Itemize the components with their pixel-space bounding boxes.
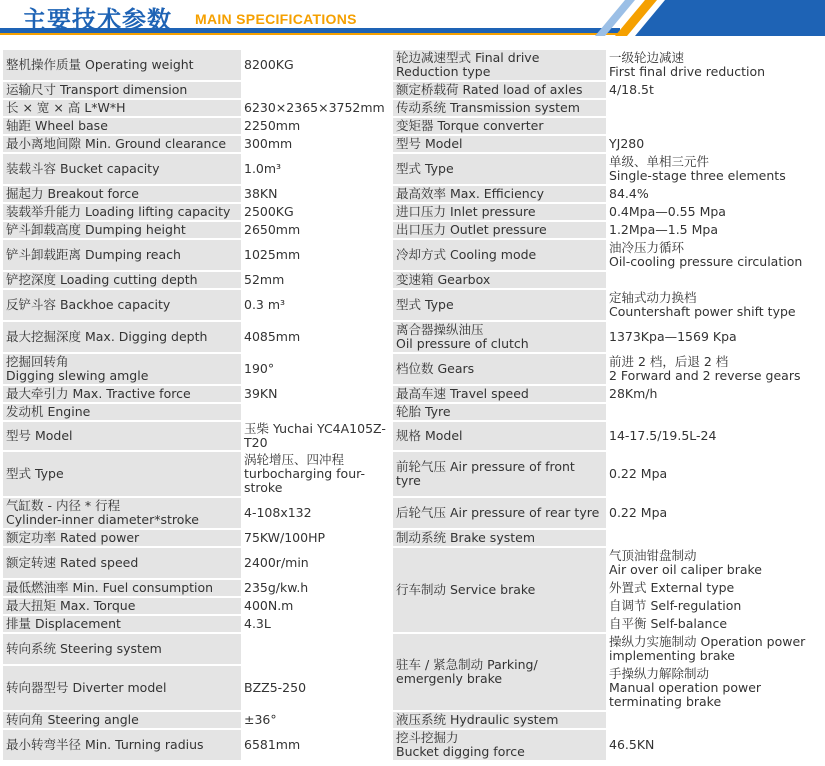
spec-label <box>3 530 241 546</box>
cell-text: 铲斗卸载高度 Dumping height <box>6 222 186 237</box>
spec-value <box>241 50 393 80</box>
spec-value <box>606 386 821 402</box>
cell-text: 气顶油钳盘制动 <box>609 548 697 563</box>
spec-value <box>241 616 393 632</box>
cell-text: 轮边减速型式 Final drive <box>396 50 540 65</box>
spec-value <box>241 100 393 116</box>
spec-value <box>606 730 821 760</box>
cell-text: 转向器型号 Diverter model <box>6 680 167 695</box>
spec-value <box>241 712 393 728</box>
cell-text: 前轮气压 Air pressure of front tyre <box>396 459 575 488</box>
spec-label <box>3 580 241 596</box>
cell-text: 档位数 Gears <box>396 361 475 376</box>
cell-text: 驻车 / 紧急制动 Parking/ <box>396 657 538 672</box>
spec-value <box>606 616 821 632</box>
cell-text: 型式 Type <box>396 161 454 176</box>
cell-text: 最小转弯半径 Min. Turning radius <box>6 737 204 752</box>
spec-label <box>3 730 241 760</box>
spec-label <box>3 666 241 710</box>
spec-row <box>3 712 821 728</box>
cell-text: 最高效率 Max. Efficiency <box>396 186 544 201</box>
cell-text: 制动系统 Brake system <box>396 530 535 545</box>
spec-value <box>606 82 821 98</box>
spec-label <box>3 186 241 202</box>
spec-label <box>3 498 241 528</box>
spec-label <box>393 290 606 320</box>
header-banner <box>0 0 825 36</box>
spec-value <box>241 240 393 270</box>
spec-value <box>606 100 821 116</box>
cell-text: 装载举升能力 Loading lifting capacity <box>6 204 231 219</box>
cell-text: 转向系统 Steering system <box>6 641 162 656</box>
cell-text: 14-17.5/19.5L-24 <box>609 428 717 443</box>
cell-text: 最小离地间隙 Min. Ground clearance <box>6 136 227 151</box>
cell-text: 2 Forward and 2 reverse gears <box>609 368 801 383</box>
spec-value <box>606 290 821 320</box>
cell-text: 型式 Type <box>6 466 64 481</box>
spec-label <box>393 82 606 98</box>
spec-label <box>3 118 241 134</box>
spec-label <box>3 322 241 352</box>
spec-value <box>241 354 393 384</box>
spec-label <box>393 322 606 352</box>
spec-label <box>393 272 606 288</box>
cell-text: ±36° <box>244 712 277 727</box>
cell-text: 最高车速 Travel speed <box>396 386 529 401</box>
cell-text: 进口压力 Inlet pressure <box>396 204 536 219</box>
cell-text: 转向角 Steering angle <box>6 712 139 727</box>
cell-text: 型式 Type <box>396 297 454 312</box>
cell-text: First final drive reduction <box>609 64 766 79</box>
spec-value <box>241 222 393 238</box>
spec-label <box>3 598 241 614</box>
cell-text: 400N.m <box>244 598 294 613</box>
spec-label <box>3 616 241 632</box>
spec-label <box>3 404 241 420</box>
spec-label <box>393 154 606 184</box>
spec-label <box>3 452 241 496</box>
cell-text: 操纵力实施制动 Operation power <box>609 634 806 649</box>
spec-row <box>3 634 821 664</box>
cell-text: 变速箱 Gearbox <box>396 272 491 287</box>
spec-row <box>3 204 821 220</box>
cell-text: 自平衡 Self-balance <box>609 616 728 631</box>
cell-text: 0.22 Mpa <box>609 466 668 481</box>
spec-row <box>3 548 821 578</box>
cell-text: 最大挖掘深度 Max. Digging depth <box>6 329 208 344</box>
spec-value <box>606 634 821 664</box>
cell-text: 铲斗卸载距离 Dumping reach <box>6 247 181 262</box>
spec-value <box>241 154 393 184</box>
cell-text: YJ280 <box>609 136 645 151</box>
cell-text: terminating brake <box>609 694 722 709</box>
spec-value <box>606 50 821 80</box>
cell-text: 装载斗容 Bucket capacity <box>6 161 160 176</box>
cell-text: implementing brake <box>609 648 735 663</box>
cell-text: 4.3L <box>244 616 271 631</box>
cell-text: 1.0m³ <box>244 161 282 176</box>
cell-text: Cylinder-inner diameter*stroke <box>6 512 199 527</box>
spec-value <box>606 548 821 578</box>
spec-row <box>3 154 821 184</box>
spec-label <box>3 136 241 152</box>
cell-text: 发动机 Engine <box>6 404 91 419</box>
cell-text: 4-108x132 <box>244 505 312 520</box>
cell-text: Air over oil caliper brake <box>609 562 762 577</box>
cell-text: Manual operation power <box>609 680 762 695</box>
spec-value <box>241 386 393 402</box>
spec-label <box>393 386 606 402</box>
decorative-stripes <box>595 0 825 36</box>
cell-text: 变矩器 Torque converter <box>396 118 544 133</box>
cell-text: 0.4Mpa—0.55 Mpa <box>609 204 726 219</box>
spec-value <box>606 666 821 710</box>
spec-row <box>3 118 821 134</box>
cell-text: 最大牵引力 Max. Tractive force <box>6 386 191 401</box>
cell-text: 2650mm <box>244 222 301 237</box>
cell-text: 定轴式动力换档 <box>609 290 697 305</box>
cell-text: 最大扭矩 Max. Torque <box>6 598 136 613</box>
spec-label <box>3 422 241 450</box>
cell-text: Single-stage three elements <box>609 168 786 183</box>
cell-text: 75KW/100HP <box>244 530 326 545</box>
cell-text: 单级、单相三元件 <box>609 154 710 169</box>
spec-value <box>606 186 821 202</box>
spec-row <box>3 50 821 80</box>
spec-value <box>606 354 821 384</box>
cell-text: 挖斗挖掘力 <box>396 730 459 745</box>
spec-label <box>3 222 241 238</box>
spec-label <box>393 712 606 728</box>
spec-label <box>393 204 606 220</box>
spec-value <box>241 548 393 578</box>
spec-value <box>241 530 393 546</box>
cell-text: 300mm <box>244 136 293 151</box>
cell-text: 行车制动 Service brake <box>396 582 536 597</box>
spec-value <box>241 634 393 664</box>
spec-row <box>3 186 821 202</box>
spec-label <box>3 712 241 728</box>
spec-label <box>393 530 606 546</box>
cell-text: BZZ5-250 <box>244 680 307 695</box>
spec-value <box>606 422 821 450</box>
cell-text: 1025mm <box>244 247 301 262</box>
spec-value <box>241 290 393 320</box>
spec-value <box>241 598 393 614</box>
cell-text: 外置式 External type <box>609 580 735 595</box>
cell-text: 2500KG <box>244 204 294 219</box>
cell-text: 2400r/min <box>244 555 309 570</box>
spec-label <box>3 548 241 578</box>
cell-text: emergenly brake <box>396 671 503 686</box>
cell-text: 冷却方式 Cooling mode <box>396 247 537 262</box>
spec-value <box>241 322 393 352</box>
spec-row <box>3 240 821 270</box>
cell-text: 6230×2365×3752mm <box>244 100 385 115</box>
spec-row <box>3 272 821 288</box>
cell-text: 1373Kpa—1569 Kpa <box>609 329 737 344</box>
spec-label <box>3 240 241 270</box>
spec-row <box>3 100 821 116</box>
spec-row <box>3 82 821 98</box>
spec-table <box>3 48 821 762</box>
cell-text: 8200KG <box>244 57 294 72</box>
cell-text: 52mm <box>244 272 285 287</box>
spec-value <box>606 452 821 496</box>
spec-label <box>393 240 606 270</box>
cell-text: Oil-cooling pressure circulation <box>609 254 803 269</box>
cell-text: Reduction type <box>396 64 491 79</box>
cell-text: 运输尺寸 Transport dimension <box>6 82 188 97</box>
cell-text: 0.3 m³ <box>244 297 286 312</box>
cell-text: 挖掘回转角 <box>6 354 69 369</box>
spec-value <box>606 404 821 420</box>
cell-text: 2250mm <box>244 118 301 133</box>
cell-text: 额定桥载荷 Rated load of axles <box>396 82 583 97</box>
spec-label <box>393 730 606 760</box>
cell-text: 整机操作质量 Operating weight <box>6 57 194 72</box>
spec-label <box>3 154 241 184</box>
cell-text: Digging slewing amgle <box>6 368 149 383</box>
cell-text: 气缸数 - 内径 * 行程 <box>6 498 121 513</box>
cell-text: 涡轮增压、四冲程 <box>244 452 345 467</box>
spec-value <box>606 154 821 184</box>
spec-value <box>606 204 821 220</box>
spec-value <box>606 322 821 352</box>
spec-value <box>606 136 821 152</box>
cell-text: Oil pressure of clutch <box>396 336 529 351</box>
spec-label <box>3 50 241 80</box>
spec-row <box>3 452 821 496</box>
spec-value <box>606 598 821 614</box>
spec-label <box>393 118 606 134</box>
spec-value <box>241 730 393 760</box>
spec-label <box>3 290 241 320</box>
cell-text: 手操纵力解除制动 <box>609 666 710 681</box>
spec-label <box>3 82 241 98</box>
cell-text: 28Km/h <box>609 386 658 401</box>
cell-text: turbocharging four- <box>244 466 365 481</box>
cell-text: 传动系统 Transmission system <box>396 100 580 115</box>
cell-text: 轮胎 Tyre <box>396 404 451 419</box>
spec-value <box>606 712 821 728</box>
title-cn: 主要技术参数 <box>22 6 172 34</box>
cell-text: 掘起力 Breakout force <box>6 186 139 201</box>
cell-text: 一级轮边减速 <box>609 50 685 65</box>
spec-label <box>393 354 606 384</box>
cell-text: 铲挖深度 Loading cutting depth <box>6 272 198 287</box>
cell-text: 190° <box>244 361 275 376</box>
cell-text: 235g/kw.h <box>244 580 309 595</box>
spec-label <box>3 354 241 384</box>
cell-text: 型号 Model <box>6 428 73 443</box>
spec-label <box>393 548 606 632</box>
cell-text: 39KN <box>244 386 278 401</box>
spec-row <box>3 354 821 384</box>
spec-value <box>241 580 393 596</box>
spec-value <box>606 240 821 270</box>
spec-label <box>3 272 241 288</box>
spec-label <box>393 136 606 152</box>
spec-value <box>241 404 393 420</box>
spec-label <box>393 634 606 710</box>
spec-value <box>606 498 821 528</box>
spec-value <box>241 82 393 98</box>
cell-text: 玉柴 Yuchai YC4A105Z-T20 <box>244 422 386 450</box>
spec-value <box>241 204 393 220</box>
spec-value <box>241 272 393 288</box>
cell-text: 出口压力 Outlet pressure <box>396 222 547 237</box>
cell-text: 轴距 Wheel base <box>6 118 108 133</box>
cell-text: Countershaft power shift type <box>609 304 796 319</box>
spec-label <box>3 100 241 116</box>
spec-label <box>393 404 606 420</box>
spec-label <box>393 452 606 496</box>
spec-row <box>3 530 821 546</box>
spec-label <box>3 634 241 664</box>
cell-text: 反铲斗容 Backhoe capacity <box>6 297 171 312</box>
spec-row <box>3 136 821 152</box>
spec-value <box>241 422 393 450</box>
cell-text: 自调节 Self-regulation <box>609 598 742 613</box>
cell-text: 额定转速 Rated speed <box>6 555 139 570</box>
cell-text: 排量 Displacement <box>6 616 121 631</box>
spec-value <box>606 580 821 596</box>
spec-value <box>241 118 393 134</box>
cell-text: 4/18.5t <box>609 82 654 97</box>
spec-value <box>606 222 821 238</box>
spec-row <box>3 322 821 352</box>
spec-row <box>3 498 821 528</box>
spec-value <box>241 498 393 528</box>
spec-label <box>393 186 606 202</box>
title-en: MAIN SPECIFICATIONS <box>195 11 357 27</box>
cell-text: 46.5KN <box>609 737 655 752</box>
cell-text: 最低燃油率 Min. Fuel consumption <box>6 580 214 595</box>
spec-label <box>3 386 241 402</box>
spec-row <box>3 290 821 320</box>
cell-text: 0.22 Mpa <box>609 505 668 520</box>
spec-label <box>393 222 606 238</box>
cell-text: Bucket digging force <box>396 744 525 759</box>
spec-label <box>3 204 241 220</box>
cell-text: 长 × 宽 × 高 L*W*H <box>6 100 126 115</box>
cell-text: 84.4% <box>609 186 649 201</box>
cell-text: 液压系统 Hydraulic system <box>396 712 559 727</box>
spec-label <box>393 422 606 450</box>
cell-text: 型号 Model <box>396 136 463 151</box>
cell-text: 规格 Model <box>396 428 463 443</box>
cell-text: 额定功率 Rated power <box>6 530 140 545</box>
cell-text: stroke <box>244 480 283 495</box>
spec-value <box>241 136 393 152</box>
spec-row <box>3 222 821 238</box>
spec-row <box>3 730 821 760</box>
spec-value <box>606 118 821 134</box>
spec-label <box>393 100 606 116</box>
spec-row <box>3 404 821 420</box>
cell-text: 前进 2 档，后退 2 档 <box>609 354 729 369</box>
cell-text: 4085mm <box>244 329 301 344</box>
spec-label <box>393 50 606 80</box>
cell-text: 离合器操纵油压 <box>396 322 484 337</box>
cell-text: 1.2Mpa—1.5 Mpa <box>609 222 718 237</box>
cell-text: 油冷压力循环 <box>609 240 685 255</box>
spec-row <box>3 422 821 450</box>
spec-row <box>3 386 821 402</box>
spec-value <box>241 186 393 202</box>
spec-value <box>606 530 821 546</box>
cell-text: 后轮气压 Air pressure of rear tyre <box>396 505 600 520</box>
spec-label <box>393 498 606 528</box>
spec-value <box>606 272 821 288</box>
cell-text: 6581mm <box>244 737 301 752</box>
cell-text: 38KN <box>244 186 278 201</box>
spec-value <box>241 452 393 496</box>
spec-value <box>241 666 393 710</box>
